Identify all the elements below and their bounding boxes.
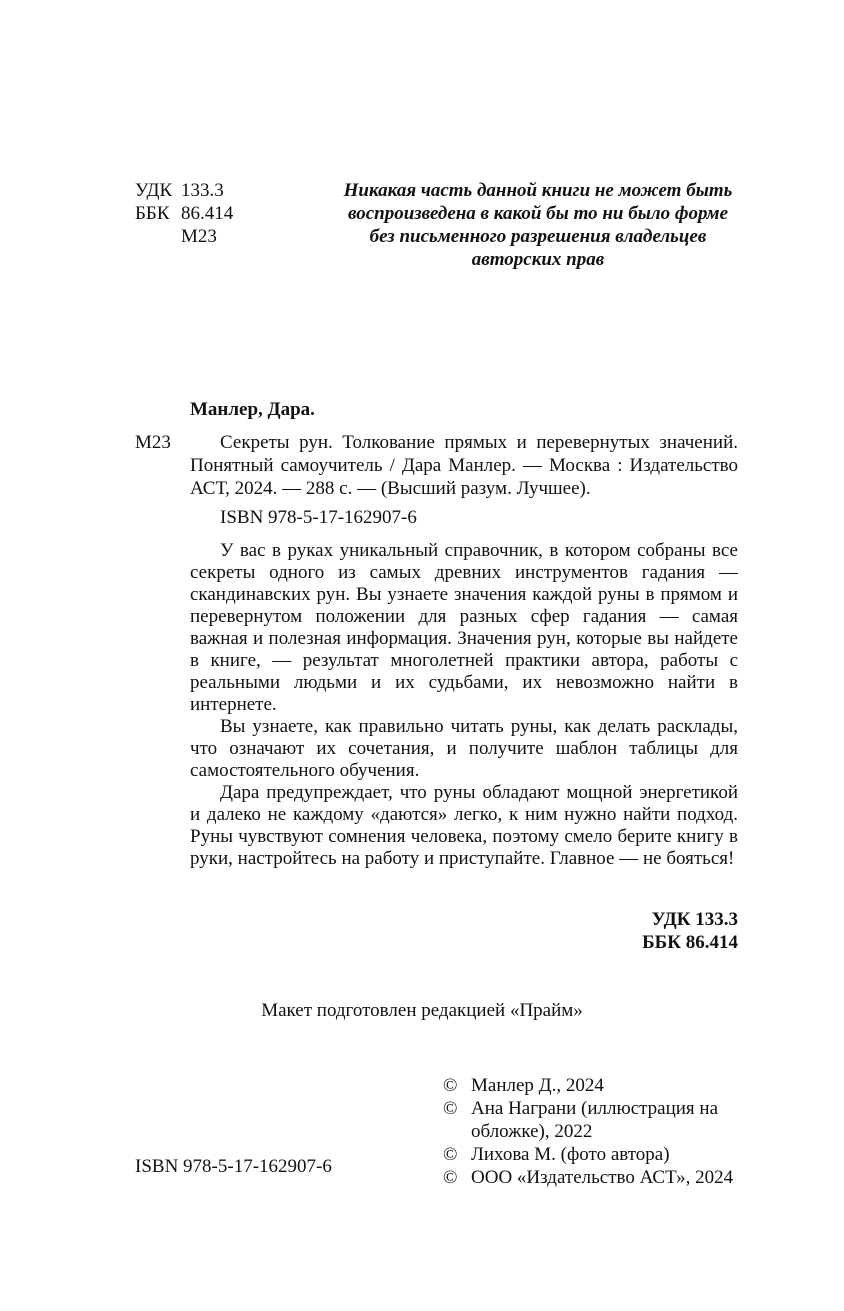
rights-notice: [318, 179, 758, 271]
rights-notice-line: воспроизведена в какой бы то ни было форме: [347, 203, 729, 224]
copyright-symbol: ©: [443, 1075, 458, 1096]
udk-label: УДК: [135, 180, 173, 201]
copyright-text: Манлер Д., 2024: [471, 1075, 604, 1096]
author-mark: М23: [181, 226, 217, 247]
rights-notice-line: Никакая часть данной книги не может быть: [343, 180, 733, 201]
bbk-code-right: ББК 86.414: [642, 932, 738, 953]
copyright-symbol: ©: [443, 1167, 458, 1188]
copyright-symbol: ©: [443, 1144, 458, 1165]
layout-credit: Макет подготовлен редакцией «Прайм»: [261, 1000, 583, 1021]
author-heading: Манлер, Дара.: [190, 399, 315, 420]
copyright-symbol: ©: [443, 1098, 458, 1119]
copyright-item: [443, 1074, 743, 1097]
bbk-value: 86.414: [181, 203, 234, 224]
isbn-main: ISBN 978-5-17-162907-6: [220, 507, 417, 528]
bbk-row: [135, 202, 233, 225]
bbk-label: ББК: [135, 203, 170, 224]
rights-notice-line: без письменного разрешения владельцев: [369, 226, 707, 247]
udk-value: 133.3: [181, 180, 224, 201]
copyright-item: [443, 1166, 743, 1189]
udk-code-right: УДК 133.3: [651, 909, 738, 930]
copyright-text: ООО «Издательство АСТ», 2024: [471, 1167, 734, 1188]
rights-notice-line: авторских прав: [471, 249, 605, 270]
classification-codes-right: [642, 908, 738, 954]
copyright-text: Лихова М. (фото автора): [471, 1144, 670, 1165]
copyright-text: Ана Награни (иллюстрация на обложке), 2022: [471, 1098, 719, 1142]
annotation-paragraph: Вы узнаете, как правильно читать руны, как делать расклады, что означают их сочетания, и получите шаблон таблицы для самостоятельного обучения.: [190, 716, 738, 781]
copyright-list: [443, 1074, 743, 1189]
udk-row: [135, 179, 233, 202]
annotation-paragraph: У вас в руках уникальный справочник, в котором собраны все секреты одного из самых древних инструментов гадания — скандинавских рун. Вы узнаете значения каждой руны в прямом и перевернутом положении для разных сфер гадания — самая важная и полезная информация. Значения рун, которые вы найдете в книге, — результат многолетней практики автора, работы с реальными людьми и их судьбами, их невозможно найти в интернете.: [190, 540, 738, 715]
classification-codes: [135, 179, 233, 248]
annotation-paragraph: Дара предупреждает, что руны обладают мощной энергетикой и далеко не каждому «даются» легко, к ним нужно найти подход. Руны чувствуют сомнения человека, поэтому смело берите книгу в руки, настройтесь на работу и приступайте. Главное — не бояться!: [190, 782, 738, 869]
copyright-item: [443, 1143, 743, 1166]
annotation: [190, 540, 738, 870]
copyright-item: [443, 1097, 743, 1143]
bibliographic-record: Секреты рун. Толкование прямых и перевернутых значений. Понятный самоучитель / Дара Манлер. — Москва : Издательство АСТ, 2024. — 288 с. — (Высший разум. Лучшее).: [190, 432, 738, 499]
biblio-author-mark: М23: [135, 432, 171, 453]
isbn-bottom: ISBN 978-5-17-162907-6: [135, 1156, 332, 1177]
